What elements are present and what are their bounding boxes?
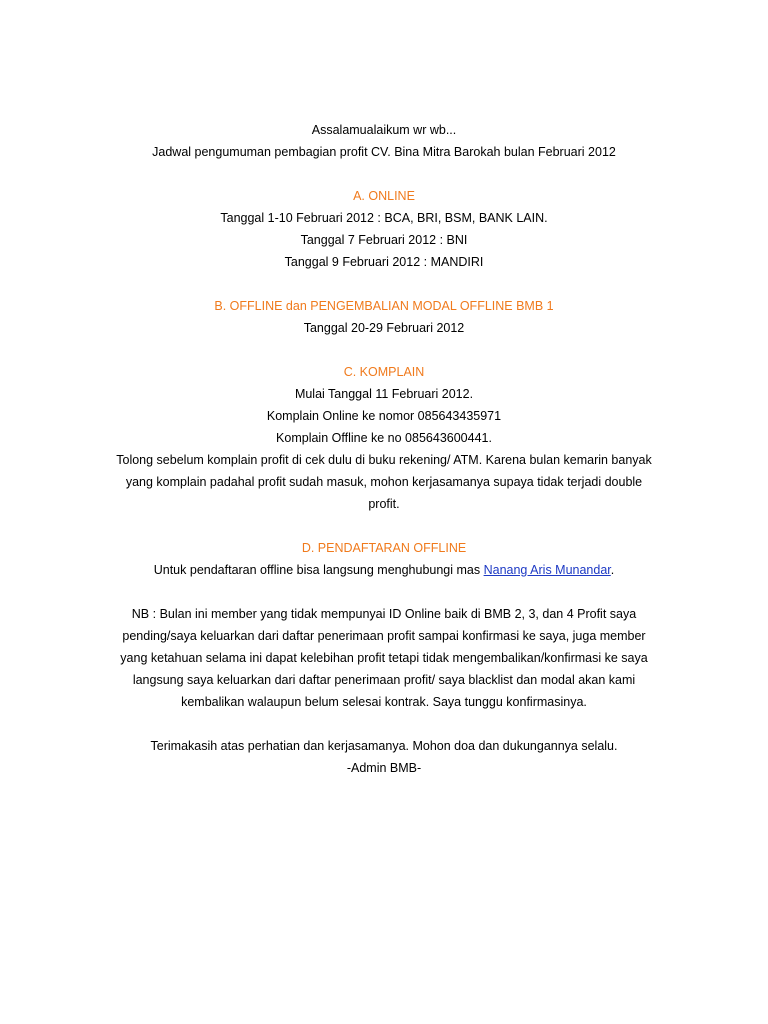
signature: -Admin BMB- <box>346 761 422 775</box>
section-c-line: Komplain Online ke nomor 085643435971 <box>266 409 502 423</box>
closing-text: Terimakasih atas perhatian dan kerjasamanya. Mohon doa dan dukungannya selalu. <box>150 739 618 753</box>
document-body <box>84 119 684 779</box>
section-c-line: Komplain Offline ke no 085643600441. <box>276 431 492 445</box>
contact-link[interactable]: Nanang Aris Munandar <box>483 563 611 577</box>
section-c-heading: C. KOMPLAIN <box>343 365 425 379</box>
section-a-heading: A. ONLINE <box>353 189 415 203</box>
nb-line: pending/saya keluarkan dari daftar penerimaan profit sampai konfirmasi ke saya, juga member <box>122 629 646 643</box>
section-b-heading: B. OFFLINE dan PENGEMBALIAN MODAL OFFLINE BMB 1 <box>214 299 554 313</box>
section-a-line: Tanggal 1-10 Februari 2012 : BCA, BRI, BSM, BANK LAIN. <box>220 211 548 225</box>
document-title: Jadwal pengumuman pembagian profit CV. Bina Mitra Barokah bulan Februari 2012 <box>152 145 616 159</box>
section-a-line: Tanggal 9 Februari 2012 : MANDIRI <box>284 255 484 269</box>
nb-line: NB : Bulan ini member yang tidak mempunyai ID Online baik di BMB 2, 3, dan 4 Profit saya <box>131 607 637 621</box>
section-d-text: Untuk pendaftaran offline bisa langsung menghubungi mas <box>153 563 484 577</box>
section-c-line: Mulai Tanggal 11 Februari 2012. <box>294 387 474 401</box>
greeting: Assalamualaikum wr wb... <box>311 123 457 137</box>
section-b-line: Tanggal 20-29 Februari 2012 <box>303 321 465 335</box>
section-c-line: profit. <box>368 497 400 511</box>
nb-line: kembalikan walaupun belum selesai kontrak. Saya tunggu konfirmasinya. <box>181 695 587 709</box>
section-d-text-end: . <box>610 563 615 577</box>
section-c-line: Tolong sebelum komplain profit di cek dulu di buku rekening/ ATM. Karena bulan kemarin banyak <box>116 453 652 467</box>
nb-line: yang ketahuan selama ini dapat kelebihan profit tetapi tidak mengembalikan/konfirmasi ke saya <box>120 651 648 665</box>
section-d-line <box>84 559 684 581</box>
nb-line: langsung saya keluarkan dari daftar penerimaan profit/ saya blacklist dan modal akan kami <box>132 673 636 687</box>
section-c-line: yang komplain padahal profit sudah masuk, mohon kerjasamanya supaya tidak terjadi double <box>125 475 643 489</box>
section-d-heading: D. PENDAFTARAN OFFLINE <box>301 541 467 555</box>
section-a-line: Tanggal 7 Februari 2012 : BNI <box>300 233 468 247</box>
